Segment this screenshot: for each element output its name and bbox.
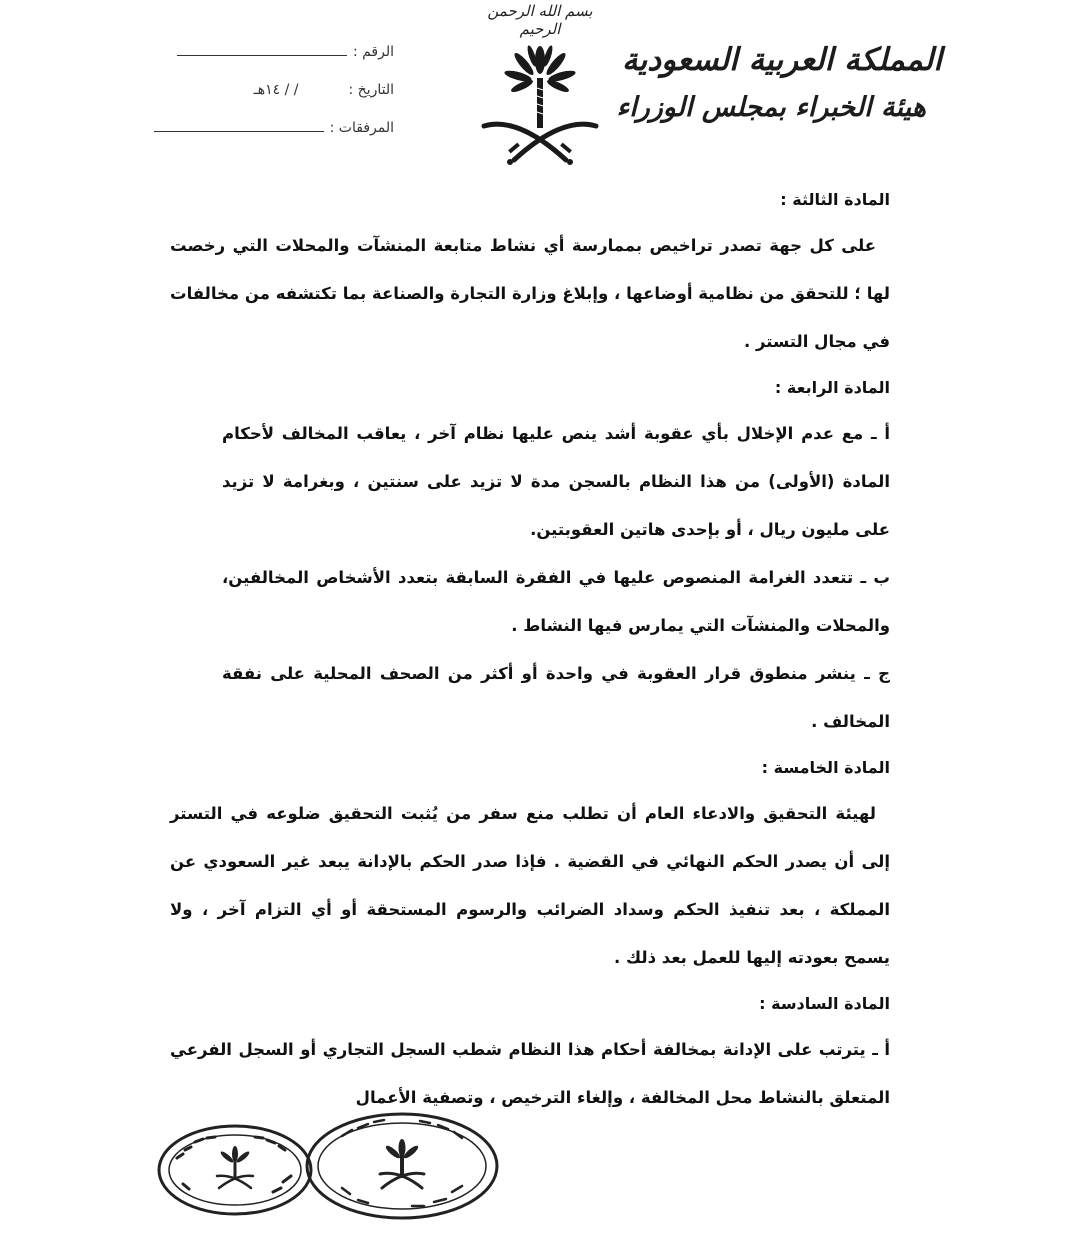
- article-heading: المادة السادسة :: [759, 994, 890, 1013]
- reference-line: [177, 54, 347, 56]
- article-item: ج ـ ينشر منطوق قرار العقوبة في واحدة أو أكثر من الصحف المحلية على نفقة المخالف .: [222, 664, 890, 731]
- article-heading: المادة الرابعة :: [774, 378, 890, 397]
- article-item: أ ـ يترتب على الإدانة بمخالفة أحكام هذا النظام شطب السجل التجاري أو السجل الفرعي المتعلق بالنشاط محل المخالفة ، وإلغاء الترخيص ، وتصفية الأعمال: [170, 1040, 890, 1107]
- basmala: بسم الله الرحمن الرحيم: [487, 2, 593, 38]
- kingdom-name: المملكة العربية السعودية: [622, 42, 942, 78]
- attachments-line: [154, 130, 324, 132]
- article-heading: المادة الثالثة :: [780, 190, 890, 209]
- document-body: [170, 178, 890, 1122]
- reference-label: الرقم :: [352, 44, 394, 60]
- palm-and-swords-emblem-icon: [478, 38, 602, 170]
- article-heading: المادة الخامسة :: [761, 758, 890, 777]
- date-row: [254, 82, 394, 98]
- date-value: / / ١٤هـ: [253, 82, 299, 98]
- date-label: التاريخ :: [348, 82, 394, 98]
- authority-name: هيئة الخبراء بمجلس الوزراء: [616, 92, 926, 123]
- article-paragraph: لهيئة التحقيق والادعاء العام أن تطلب منع سفر من يُثبت التحقيق ضلوعه في التستر إلى أن يصدر الحكم النهائي في القضية . فإذا صدر الحكم بالإدانة يبعد غير السعودي عن المملكة ، بعد تنفيذ الحكم وسداد الضرائب والرسوم المستحقة أو أي التزام آخر ، ولا يسمح بعودته إليها للعمل بعد ذلك .: [170, 804, 890, 967]
- attachments-row: [154, 120, 394, 136]
- article-item: ب ـ تتعدد الغرامة المنصوص عليها في الفقرة السابقة بتعدد الأشخاص المخالفين، والمحلات والمنشآت التي يمارس فيها النشاط .: [222, 568, 890, 635]
- article-paragraph: على كل جهة تصدر تراخيص بممارسة أي نشاط متابعة المنشآت والمحلات التي رخصت لها ؛ للتحقق من نظامية أوضاعها ، وإبلاغ وزارة التجارة والصناعة بما تكتشفه من مخالفات في مجال التستر .: [170, 236, 890, 351]
- official-seal-stamp-icon: [155, 1120, 315, 1220]
- reference-row: [177, 44, 394, 60]
- attachments-label: المرفقات :: [329, 120, 394, 136]
- article-item: أ ـ مع عدم الإخلال بأي عقوبة أشد ينص عليها نظام آخر ، يعاقب المخالف لأحكام المادة (الأولى) من هذا النظام بالسجن مدة لا تزيد على سنتين ، وبغرامة لا تزيد على مليون ريال ، أو بإحدى هاتين العقوبتين.: [222, 424, 890, 539]
- official-seal-stamp-icon: [302, 1108, 502, 1224]
